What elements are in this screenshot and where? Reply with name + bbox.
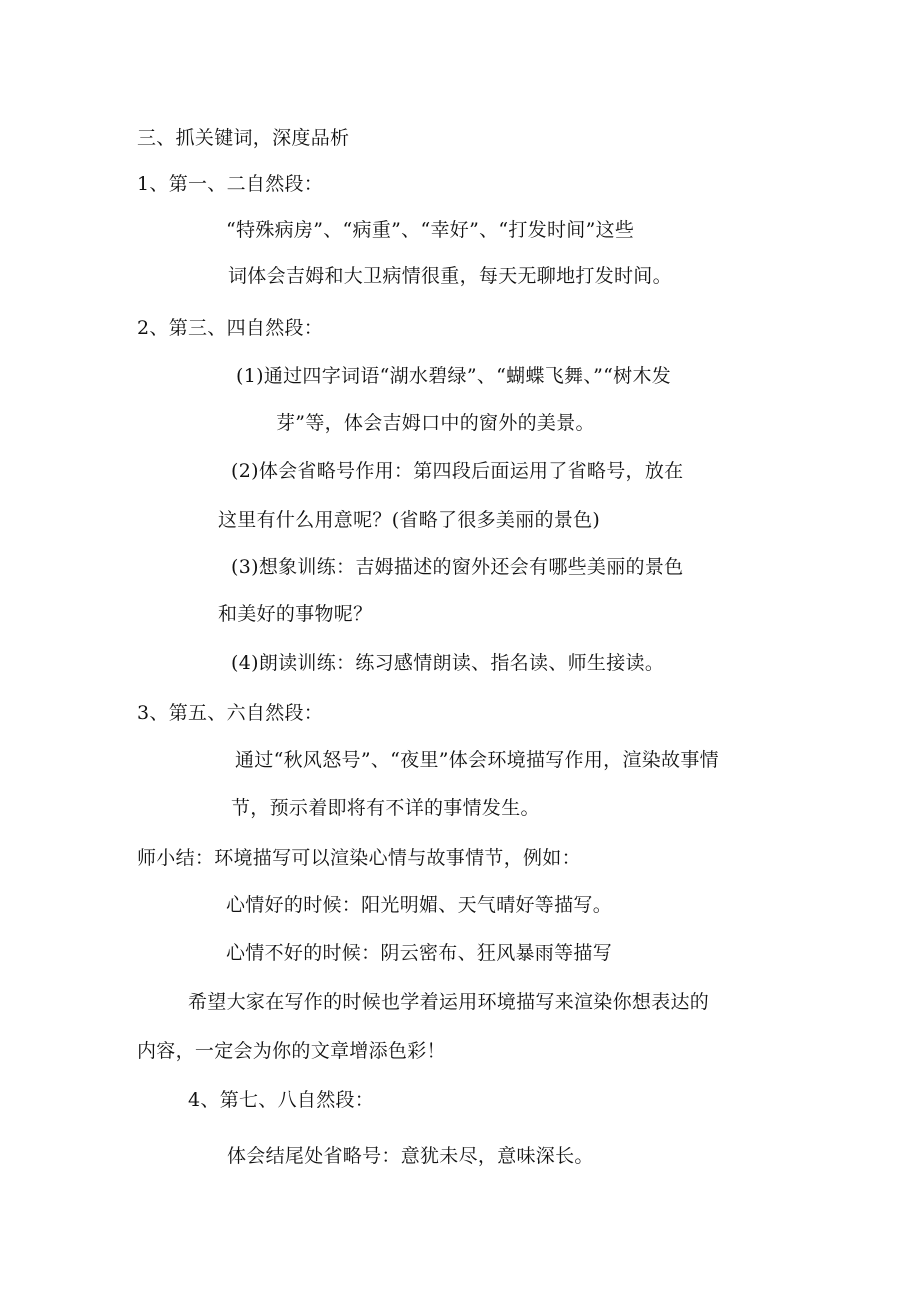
summary-example-bad-mood: 心情不好的时候：阴云密布、狂风暴雨等描写 — [226, 942, 613, 964]
section-4-heading: 4、第七、八自然段： — [188, 1089, 375, 1111]
section-3-paragraph-line-1: 通过“秋风怒号”、“夜里”体会环境描写作用，渲染故事情 — [235, 749, 719, 771]
section-2-item-3-line-1: (3)想象训练：吉姆描述的窗外还会有哪些美丽的景色 — [231, 556, 684, 578]
section-1-heading: 1、第一、二自然段： — [137, 173, 324, 195]
section-1-paragraph-line-2: 词体会吉姆和大卫病情很重，每天无聊地打发时间。 — [228, 265, 672, 287]
section-2-item-2-line-2: 这里有什么用意呢？(省略了很多美丽的景色) — [218, 509, 601, 531]
section-2-item-4: (4)朗读训练：练习感情朗读、指名读、师生接读。 — [231, 652, 665, 674]
section-2-item-1-line-2: 芽”等，体会吉姆口中的窗外的美景。 — [276, 412, 595, 434]
section-1-paragraph-line-1: “特殊病房”、“病重”、“幸好”、“打发时间”这些 — [226, 219, 635, 241]
section-2-item-3-line-2: 和美好的事物呢？ — [218, 603, 373, 625]
summary-example-good-mood: 心情好的时候：阳光明媚、天气晴好等描写。 — [226, 894, 613, 916]
summary-heading: 师小结：环境描写可以渲染心情与故事情节，例如： — [137, 847, 581, 869]
section-2-heading: 2、第三、四自然段： — [137, 317, 324, 339]
section-4-paragraph: 体会结尾处省略号：意犹未尽，意味深长。 — [227, 1145, 594, 1167]
section-3-paragraph-line-2: 节，预示着即将有不详的事情发生。 — [231, 797, 540, 819]
summary-paragraph-line-2: 内容，一定会为你的文章增添色彩！ — [137, 1040, 446, 1062]
section-3-heading: 3、第五、六自然段： — [137, 702, 324, 724]
section-title: 三、抓关键词，深度品析 — [137, 127, 350, 149]
section-2-item-2-line-1: (2)体会省略号作用：第四段后面运用了省略号，放在 — [231, 460, 684, 482]
section-2-item-1-line-1: (1)通过四字词语“湖水碧绿”、“蝴蝶飞舞、”“树木发 — [236, 365, 672, 387]
summary-paragraph-line-1: 希望大家在写作的时候也学着运用环境描写来渲染你想表达的 — [188, 991, 710, 1013]
